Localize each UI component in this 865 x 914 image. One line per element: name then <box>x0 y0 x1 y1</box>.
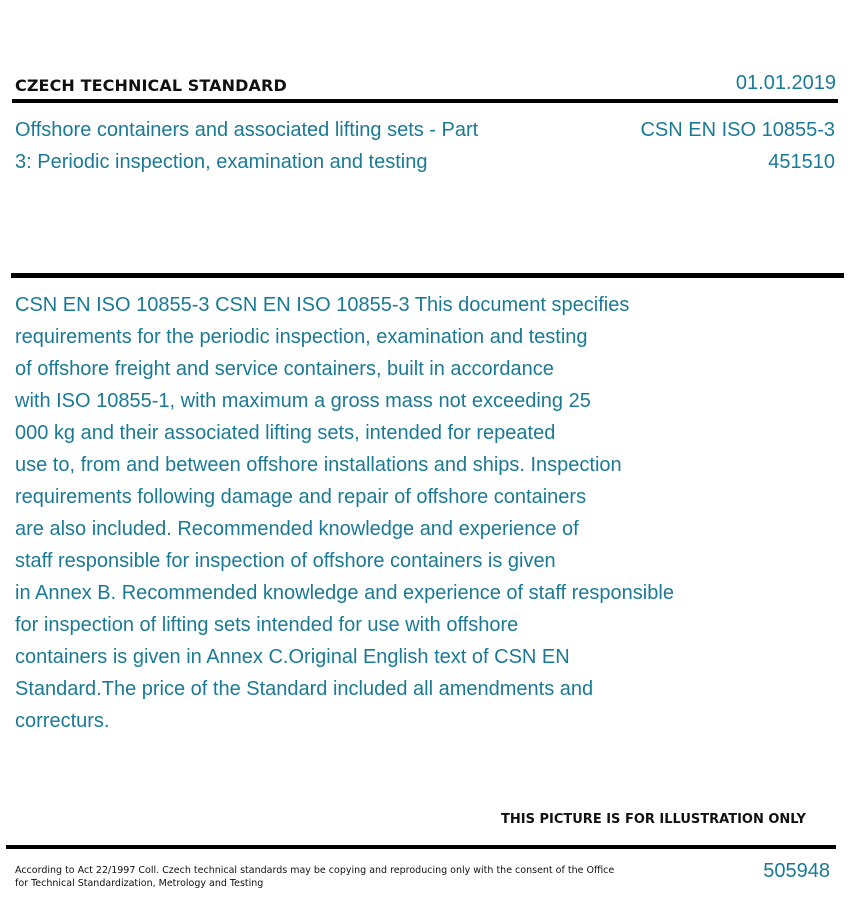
abstract-line: CSN EN ISO 10855-3 CSN EN ISO 10855-3 This document specifies <box>15 294 630 316</box>
abstract-line: 000 kg and their associated lifting sets, intended for repeated <box>15 422 556 444</box>
legal-notice <box>15 864 615 890</box>
legal-notice-line: According to Act 22/1997 Coll. Czech technical standards may be copying and reproducing only with the consent of the Office <box>15 865 615 876</box>
abstract-line: Standard.The price of the Standard included all amendments and <box>15 678 594 700</box>
header-title: CZECH TECHNICAL STANDARD <box>15 76 287 95</box>
abstract-line: with ISO 10855-1, with maximum a gross mass not exceeding 25 <box>15 390 591 412</box>
abstract-text <box>15 289 743 737</box>
abstract-line: correcturs. <box>15 710 110 732</box>
abstract-line: requirements following damage and repair of offshore containers <box>15 486 587 508</box>
abstract-line: for inspection of lifting sets intended for use with offshore <box>15 614 519 636</box>
document-title-line: Offshore containers and associated lifting sets - Part <box>15 119 479 141</box>
illustration-note: THIS PICTURE IS FOR ILLUSTRATION ONLY <box>501 812 806 827</box>
footer-code: 505948 <box>763 860 830 882</box>
footer-divider <box>6 845 836 849</box>
abstract-line: use to, from and between offshore installations and ships. Inspection <box>15 454 622 476</box>
classification-code: 451510 <box>768 151 835 173</box>
abstract-line: are also included. Recommended knowledge and experience of <box>15 518 579 540</box>
abstract-line: requirements for the periodic inspection, examination and testing <box>15 326 588 348</box>
standard-number: CSN EN ISO 10855-3 <box>640 119 835 141</box>
abstract-line: of offshore freight and service containers, built in accordance <box>15 358 554 380</box>
document-title-line: 3: Periodic inspection, examination and testing <box>15 151 428 173</box>
abstract-line: staff responsible for inspection of offshore containers is given <box>15 550 556 572</box>
section-divider <box>11 273 844 278</box>
header-divider <box>12 99 838 103</box>
legal-notice-line: for Technical Standardization, Metrology and Testing <box>15 878 264 889</box>
document-title <box>15 114 535 178</box>
abstract-line: in Annex B. Recommended knowledge and experience of staff responsible <box>15 582 674 604</box>
abstract-line: containers is given in Annex C.Original English text of CSN EN <box>15 646 570 668</box>
standard-identifiers <box>640 114 835 178</box>
header-date: 01.01.2019 <box>735 72 836 94</box>
